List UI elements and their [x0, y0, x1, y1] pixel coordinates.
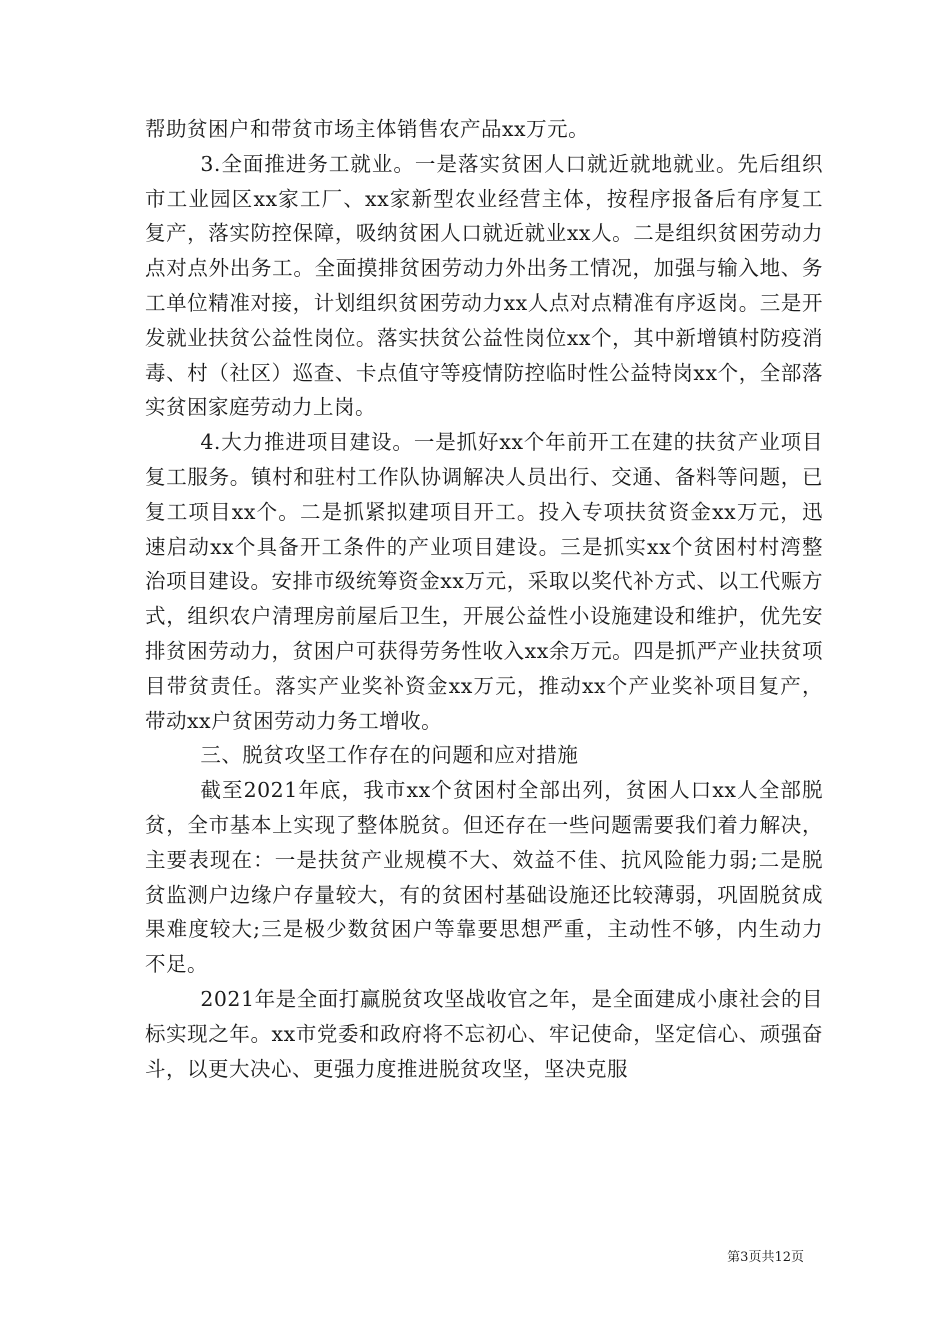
paragraph-1: 帮助贫困户和带贫市场主体销售农产品xx万元。 — [145, 117, 590, 141]
page-number: 第3页共12页 — [727, 1250, 804, 1265]
document-body — [145, 112, 823, 1086]
section-heading: 三、脱贫攻坚工作存在的问题和应对措施 — [200, 743, 579, 768]
paragraph-2: 3.全面推进务工就业。一是落实贫困人口就近就地就业。先后组织市工业园区xx家工厂、xx家新型农业经营主体，按程序报备后有序复工复产，落实防控保障，吸纳贫困人口就近就业xx人。二是组织贫困劳动力点对点外出务工。全面摸排贫困劳动力外出务工情况，加强与输入地、务工单位精准对接，计划组织贫困劳动力xx人点对点精准有序返岗。三是开发就业扶贫公益性岗位。落实扶贫公益性岗位xx个，其中新增镇村防疫消毒、村（社区）巡查、卡点值守等疫情防控临时性公益特岗xx个，全部落实贫困家庭劳动力上岗。 — [145, 151, 823, 420]
paragraph-5: 截至2021年底，我市xx个贫困村全部出列，贫困人口xx人全部脱贫，全市基本上实现了整体脱贫。但还存在一些问题需要我们着力解决，主要表现在：一是扶贫产业规模不大、效益不佳、抗风险能力弱;二是脱贫监测户边缘户存量较大，有的贫困村基础设施还比较薄弱，巩固脱贫成果难度较大;三是极少数贫困户等靠要思想严重，主动性不够，内生动力不足。 — [145, 778, 823, 977]
paragraph-3: 4.大力推进项目建设。一是抓好xx个年前开工在建的扶贫产业项目复工服务。镇村和驻村工作队协调解决人员出行、交通、备料等问题，已复工项目xx个。二是抓紧拟建项目开工。投入专项扶贫资金xx万元，迅速启动xx个具备开工条件的产业项目建设。三是抓实xx个贫困村村湾整治项目建设。安排市级统筹资金xx万元，采取以奖代补方式、以工代赈方式，组织农户清理房前屋后卫生，开展公益性小设施建设和维护，优先安排贫困劳动力，贫困户可获得劳务性收入xx余万元。四是抓严产业扶贫项目带贫责任。落实产业奖补资金xx万元，推动xx个产业奖补项目复产，带动xx户贫困劳动力务工增收。 — [145, 430, 823, 733]
paragraph-6: 2021年是全面打赢脱贫攻坚战收官之年，是全面建成小康社会的目标实现之年。xx市党委和政府将不忘初心、牢记使命，坚定信心、顽强奋斗，以更大决心、更强力度推进脱贫攻坚，坚决克服 — [145, 986, 823, 1081]
